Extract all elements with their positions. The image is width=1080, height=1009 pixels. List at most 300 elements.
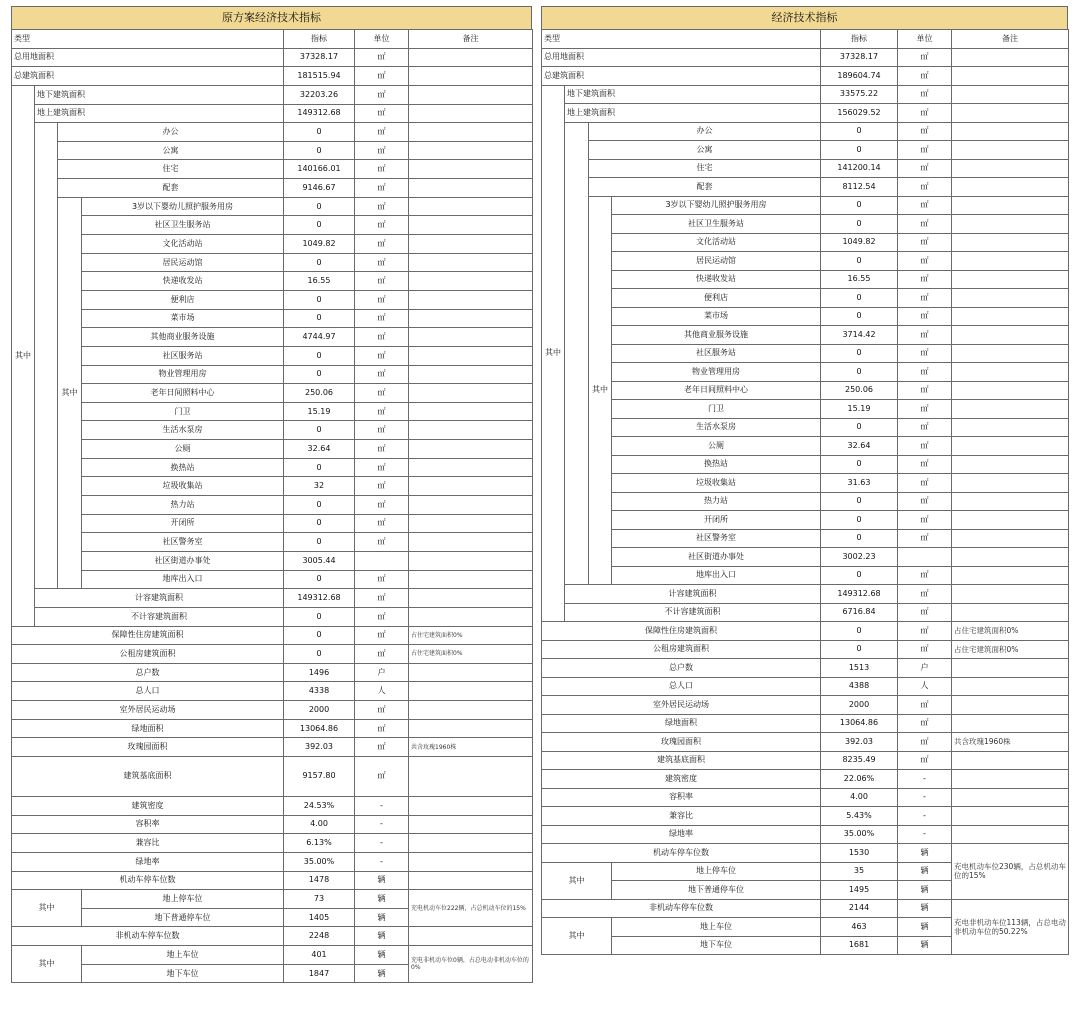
value-cell: 0 bbox=[284, 626, 355, 645]
unit-cell: ㎡ bbox=[355, 85, 409, 104]
note-cell bbox=[952, 548, 1069, 567]
value-cell: 15.19 bbox=[821, 400, 898, 419]
note-cell bbox=[409, 682, 533, 701]
table-row bbox=[542, 807, 1069, 826]
row-label: 便利店 bbox=[82, 290, 284, 309]
value-cell: 1681 bbox=[821, 936, 898, 955]
unit-cell: ㎡ bbox=[898, 455, 952, 474]
value-cell: 0 bbox=[284, 458, 355, 477]
value-cell: 1847 bbox=[284, 964, 355, 983]
row-label: 容积率 bbox=[542, 788, 821, 807]
unit-cell: 辆 bbox=[898, 936, 952, 955]
unit-cell: ㎡ bbox=[898, 270, 952, 289]
unit-cell: ㎡ bbox=[898, 344, 952, 363]
row-label: 配套 bbox=[589, 178, 821, 197]
header-type: 类型 bbox=[12, 30, 284, 49]
value-cell: 0 bbox=[284, 197, 355, 216]
row-label: 居民运动馆 bbox=[82, 253, 284, 272]
table-row bbox=[12, 756, 533, 796]
row-label: 快递收发站 bbox=[612, 270, 821, 289]
table-row bbox=[542, 104, 1069, 123]
table-row bbox=[542, 825, 1069, 844]
row-label: 总户数 bbox=[12, 663, 284, 682]
unit-cell: ㎡ bbox=[898, 714, 952, 733]
note-cell bbox=[952, 178, 1069, 197]
table-row bbox=[542, 899, 1069, 918]
parking-note: 充电机动车位222辆，占总机动车位的15% bbox=[409, 890, 533, 927]
note-cell bbox=[409, 272, 533, 291]
value-cell: 1496 bbox=[284, 663, 355, 682]
unit-cell: 辆 bbox=[898, 918, 952, 937]
table-row bbox=[542, 215, 1069, 234]
unit-cell: ㎡ bbox=[355, 253, 409, 272]
note-cell bbox=[409, 701, 533, 720]
unit-cell: ㎡ bbox=[355, 309, 409, 328]
row-label: 建筑基底面积 bbox=[542, 751, 821, 770]
unit-cell: ㎡ bbox=[898, 474, 952, 493]
unit-cell: ㎡ bbox=[898, 640, 952, 659]
note-cell: 占住宅建筑面积0% bbox=[952, 640, 1069, 659]
bike-note: 充电非机动车位0辆，占总电动非机动车位的0% bbox=[409, 946, 533, 983]
unit-cell: ㎡ bbox=[355, 570, 409, 589]
value-cell: 1495 bbox=[821, 881, 898, 900]
table-row bbox=[12, 85, 533, 104]
table-row bbox=[542, 529, 1069, 548]
table-row bbox=[542, 733, 1069, 752]
unit-cell: ㎡ bbox=[355, 365, 409, 384]
unit-cell: ㎡ bbox=[355, 477, 409, 496]
row-label: 3岁以下婴幼儿照护服务用房 bbox=[82, 197, 284, 216]
header-unit: 单位 bbox=[898, 30, 952, 49]
note-cell bbox=[952, 529, 1069, 548]
note-cell bbox=[952, 196, 1069, 215]
row-label: 换热站 bbox=[612, 455, 821, 474]
value-cell: 4338 bbox=[284, 682, 355, 701]
table-row bbox=[12, 141, 533, 160]
note-cell bbox=[409, 834, 533, 853]
note-cell bbox=[952, 159, 1069, 178]
table-row bbox=[542, 159, 1069, 178]
row-label: 计容建筑面积 bbox=[565, 585, 821, 604]
value-cell: 0 bbox=[284, 346, 355, 365]
row-label: 地库出入口 bbox=[612, 566, 821, 585]
value-cell: 32.64 bbox=[821, 437, 898, 456]
table-row bbox=[12, 272, 533, 291]
row-label: 社区服务站 bbox=[612, 344, 821, 363]
note-cell bbox=[409, 589, 533, 608]
value-cell: 1478 bbox=[284, 871, 355, 890]
table-row bbox=[12, 67, 533, 86]
value-cell: 8235.49 bbox=[821, 751, 898, 770]
table-row bbox=[12, 30, 533, 49]
unit-cell: ㎡ bbox=[898, 178, 952, 197]
value-cell: 16.55 bbox=[284, 272, 355, 291]
note-cell bbox=[409, 927, 533, 946]
row-label: 热力站 bbox=[82, 496, 284, 515]
unit-cell: - bbox=[355, 815, 409, 834]
group-label-qizhong: 其中 bbox=[589, 196, 612, 585]
row-label: 非机动车停车位数 bbox=[542, 899, 821, 918]
table-row bbox=[12, 309, 533, 328]
value-cell: 31.63 bbox=[821, 474, 898, 493]
unit-cell: ㎡ bbox=[898, 585, 952, 604]
note-cell bbox=[952, 104, 1069, 123]
value-cell: 13064.86 bbox=[821, 714, 898, 733]
unit-cell: ㎡ bbox=[898, 529, 952, 548]
note-cell bbox=[952, 270, 1069, 289]
value-cell: 5.43% bbox=[821, 807, 898, 826]
value-cell: 0 bbox=[284, 421, 355, 440]
note-cell bbox=[952, 455, 1069, 474]
table-row bbox=[12, 514, 533, 533]
row-label: 垃圾收集站 bbox=[82, 477, 284, 496]
table-row bbox=[542, 381, 1069, 400]
value-cell: 35.00% bbox=[821, 825, 898, 844]
value-cell: 1530 bbox=[821, 844, 898, 863]
table-row bbox=[12, 701, 533, 720]
unit-cell: ㎡ bbox=[898, 492, 952, 511]
header-note: 备注 bbox=[409, 30, 533, 49]
table-row bbox=[542, 289, 1069, 308]
value-cell: 32 bbox=[284, 477, 355, 496]
row-label: 住宅 bbox=[58, 160, 284, 179]
value-cell: 2248 bbox=[284, 927, 355, 946]
note-cell bbox=[409, 123, 533, 142]
note-cell bbox=[952, 751, 1069, 770]
note-cell bbox=[952, 603, 1069, 622]
value-cell: 22.06% bbox=[821, 770, 898, 789]
value-cell: 2000 bbox=[284, 701, 355, 720]
table-row bbox=[12, 123, 533, 142]
table-row bbox=[542, 252, 1069, 271]
row-label: 门卫 bbox=[612, 400, 821, 419]
table-row bbox=[542, 548, 1069, 567]
table-row bbox=[12, 104, 533, 123]
value-cell: 3002.23 bbox=[821, 548, 898, 567]
value-cell: 0 bbox=[284, 645, 355, 664]
row-label: 总人口 bbox=[12, 682, 284, 701]
header-unit: 单位 bbox=[355, 30, 409, 49]
note-cell bbox=[409, 421, 533, 440]
row-label: 开闭所 bbox=[612, 511, 821, 530]
note-cell bbox=[409, 384, 533, 403]
note-cell bbox=[409, 48, 533, 67]
note-cell bbox=[409, 290, 533, 309]
note-cell bbox=[409, 458, 533, 477]
table-row bbox=[542, 270, 1069, 289]
unit-cell: 辆 bbox=[355, 946, 409, 965]
row-label: 绿地面积 bbox=[12, 719, 284, 738]
row-label: 老年日间照料中心 bbox=[82, 384, 284, 403]
note-cell bbox=[952, 696, 1069, 715]
row-label: 计容建筑面积 bbox=[35, 589, 284, 608]
note-cell bbox=[952, 122, 1069, 141]
table-row bbox=[12, 927, 533, 946]
group-blank bbox=[35, 123, 58, 589]
note-cell bbox=[952, 289, 1069, 308]
value-cell: 0 bbox=[821, 122, 898, 141]
unit-cell: 辆 bbox=[355, 927, 409, 946]
row-label: 菜市场 bbox=[612, 307, 821, 326]
row-label: 室外居民运动场 bbox=[12, 701, 284, 720]
unit-cell: ㎡ bbox=[898, 122, 952, 141]
row-label: 地上建筑面积 bbox=[35, 104, 284, 123]
note-cell bbox=[409, 67, 533, 86]
table-row bbox=[542, 418, 1069, 437]
group-label-qizhong: 其中 bbox=[12, 946, 82, 983]
row-label: 地上停车位 bbox=[612, 862, 821, 881]
row-label: 总户数 bbox=[542, 659, 821, 678]
note-cell bbox=[409, 719, 533, 738]
unit-cell: ㎡ bbox=[355, 197, 409, 216]
note-cell bbox=[952, 215, 1069, 234]
table-row bbox=[12, 719, 533, 738]
row-label: 菜市场 bbox=[82, 309, 284, 328]
group-label-qizhong: 其中 bbox=[542, 862, 612, 899]
table-row bbox=[542, 233, 1069, 252]
unit-cell: ㎡ bbox=[355, 67, 409, 86]
value-cell: 0 bbox=[821, 252, 898, 271]
row-label: 兼容比 bbox=[542, 807, 821, 826]
note-cell bbox=[952, 492, 1069, 511]
table-row bbox=[12, 440, 533, 459]
value-cell: 15.19 bbox=[284, 402, 355, 421]
value-cell: 401 bbox=[284, 946, 355, 965]
value-cell: 181515.94 bbox=[284, 67, 355, 86]
value-cell: 73 bbox=[284, 890, 355, 909]
table-row bbox=[12, 834, 533, 853]
value-cell: 0 bbox=[284, 253, 355, 272]
header-type: 类型 bbox=[542, 30, 821, 49]
table-row bbox=[542, 400, 1069, 419]
value-cell: 2000 bbox=[821, 696, 898, 715]
note-cell: 占住宅建筑面积0% bbox=[409, 645, 533, 664]
note-cell: 共含玫瑰1960株 bbox=[409, 738, 533, 757]
table-row bbox=[12, 421, 533, 440]
note-cell bbox=[952, 418, 1069, 437]
note-cell bbox=[952, 825, 1069, 844]
row-label: 老年日间照料中心 bbox=[612, 381, 821, 400]
unit-cell: ㎡ bbox=[355, 738, 409, 757]
unit-cell: ㎡ bbox=[898, 307, 952, 326]
revised-scheme-panel bbox=[541, 6, 1068, 955]
note-cell bbox=[409, 160, 533, 179]
row-label: 玫瑰园面积 bbox=[542, 733, 821, 752]
row-label: 绿地率 bbox=[12, 852, 284, 871]
table-row bbox=[12, 663, 533, 682]
note-cell bbox=[409, 141, 533, 160]
table-row bbox=[542, 659, 1069, 678]
note-cell bbox=[409, 551, 533, 570]
row-label: 住宅 bbox=[589, 159, 821, 178]
unit-cell: ㎡ bbox=[898, 67, 952, 86]
row-label: 地上建筑面积 bbox=[565, 104, 821, 123]
row-label: 公厕 bbox=[612, 437, 821, 456]
table-row bbox=[12, 551, 533, 570]
table-row bbox=[542, 363, 1069, 382]
note-cell bbox=[409, 104, 533, 123]
row-label: 地下普通停车位 bbox=[82, 908, 284, 927]
unit-cell: ㎡ bbox=[355, 272, 409, 291]
value-cell: 250.06 bbox=[821, 381, 898, 400]
unit-cell: ㎡ bbox=[898, 85, 952, 104]
note-cell bbox=[952, 677, 1069, 696]
unit-cell: ㎡ bbox=[355, 458, 409, 477]
value-cell: 13064.86 bbox=[284, 719, 355, 738]
table-row bbox=[542, 85, 1069, 104]
unit-cell: ㎡ bbox=[355, 533, 409, 552]
table-row bbox=[542, 622, 1069, 641]
unit-cell: ㎡ bbox=[898, 48, 952, 67]
row-label: 建筑基底面积 bbox=[12, 756, 284, 796]
note-cell bbox=[952, 363, 1069, 382]
note-cell: 共含玫瑰1960株 bbox=[952, 733, 1069, 752]
note-cell bbox=[409, 815, 533, 834]
table-row bbox=[12, 871, 533, 890]
table-row bbox=[12, 626, 533, 645]
value-cell: 250.06 bbox=[284, 384, 355, 403]
row-label: 社区街道办事处 bbox=[612, 548, 821, 567]
table-row bbox=[542, 48, 1069, 67]
unit-cell: 辆 bbox=[898, 862, 952, 881]
table-row bbox=[542, 122, 1069, 141]
table-row bbox=[542, 844, 1069, 863]
value-cell: 149312.68 bbox=[284, 104, 355, 123]
note-cell bbox=[952, 141, 1069, 160]
note-cell bbox=[952, 326, 1069, 345]
value-cell: 2144 bbox=[821, 899, 898, 918]
table-row bbox=[12, 607, 533, 626]
unit-cell: ㎡ bbox=[355, 440, 409, 459]
value-cell: 0 bbox=[284, 290, 355, 309]
note-cell bbox=[952, 85, 1069, 104]
row-label: 建筑密度 bbox=[12, 796, 284, 815]
row-label: 社区卫生服务站 bbox=[612, 215, 821, 234]
unit-cell: ㎡ bbox=[898, 603, 952, 622]
unit-cell: ㎡ bbox=[898, 566, 952, 585]
value-cell: 0 bbox=[821, 307, 898, 326]
row-label: 社区警务室 bbox=[612, 529, 821, 548]
unit-cell: ㎡ bbox=[355, 756, 409, 796]
group-label-qizhong: 其中 bbox=[12, 890, 82, 927]
row-label: 总建筑面积 bbox=[12, 67, 284, 86]
row-label: 公租房建筑面积 bbox=[12, 645, 284, 664]
table-row bbox=[12, 645, 533, 664]
row-label: 非机动车停车位数 bbox=[12, 927, 284, 946]
row-label: 社区街道办事处 bbox=[82, 551, 284, 570]
note-cell bbox=[409, 496, 533, 515]
value-cell: 0 bbox=[821, 511, 898, 530]
note-cell bbox=[409, 607, 533, 626]
unit-cell: 户 bbox=[355, 663, 409, 682]
unit-cell: ㎡ bbox=[355, 160, 409, 179]
unit-cell: ㎡ bbox=[355, 290, 409, 309]
row-label: 地下车位 bbox=[612, 936, 821, 955]
table-row bbox=[12, 477, 533, 496]
row-label: 快递收发站 bbox=[82, 272, 284, 291]
unit-cell: 户 bbox=[898, 659, 952, 678]
panel-title: 原方案经济技术指标 bbox=[11, 6, 532, 29]
note-cell bbox=[409, 235, 533, 254]
unit-cell: ㎡ bbox=[355, 589, 409, 608]
unit-cell: ㎡ bbox=[355, 719, 409, 738]
group-label-qizhong: 其中 bbox=[12, 85, 35, 626]
table-row bbox=[12, 852, 533, 871]
unit-cell: ㎡ bbox=[898, 326, 952, 345]
unit-cell: 辆 bbox=[355, 964, 409, 983]
value-cell: 0 bbox=[284, 141, 355, 160]
unit-cell: ㎡ bbox=[355, 104, 409, 123]
unit-cell: ㎡ bbox=[898, 418, 952, 437]
value-cell: 1513 bbox=[821, 659, 898, 678]
table-row bbox=[542, 30, 1069, 49]
row-label: 配套 bbox=[58, 179, 284, 198]
note-cell bbox=[409, 365, 533, 384]
table-row bbox=[12, 253, 533, 272]
unit-cell: 人 bbox=[898, 677, 952, 696]
unit-cell: 辆 bbox=[355, 908, 409, 927]
row-label: 文化活动站 bbox=[612, 233, 821, 252]
row-label: 总用地面积 bbox=[542, 48, 821, 67]
row-label: 地库出入口 bbox=[82, 570, 284, 589]
row-label: 公寓 bbox=[589, 141, 821, 160]
table-row bbox=[542, 640, 1069, 659]
value-cell: 0 bbox=[284, 365, 355, 384]
table-row bbox=[542, 603, 1069, 622]
row-label: 绿地面积 bbox=[542, 714, 821, 733]
table-row bbox=[542, 566, 1069, 585]
unit-cell: ㎡ bbox=[355, 48, 409, 67]
note-cell bbox=[409, 756, 533, 796]
unit-cell: ㎡ bbox=[355, 402, 409, 421]
unit-cell: ㎡ bbox=[898, 289, 952, 308]
table-row bbox=[542, 307, 1069, 326]
unit-cell: ㎡ bbox=[355, 328, 409, 347]
value-cell: 6716.84 bbox=[821, 603, 898, 622]
table-row bbox=[542, 492, 1069, 511]
note-cell bbox=[409, 871, 533, 890]
bike-note: 充电非机动车位113辆，占总电动非机动车位的50.22% bbox=[952, 899, 1069, 955]
row-label: 地上停车位 bbox=[82, 890, 284, 909]
parking-note: 充电机动车位230辆，占总机动车位的15% bbox=[952, 844, 1069, 900]
table-row bbox=[542, 178, 1069, 197]
unit-cell: ㎡ bbox=[355, 626, 409, 645]
row-label: 开闭所 bbox=[82, 514, 284, 533]
unit-cell: 辆 bbox=[898, 844, 952, 863]
value-cell: 8112.54 bbox=[821, 178, 898, 197]
table-row bbox=[542, 770, 1069, 789]
value-cell: 1405 bbox=[284, 908, 355, 927]
unit-cell: ㎡ bbox=[355, 179, 409, 198]
note-cell bbox=[952, 511, 1069, 530]
value-cell: 16.55 bbox=[821, 270, 898, 289]
note-cell bbox=[409, 197, 533, 216]
row-label: 保障性住房建筑面积 bbox=[542, 622, 821, 641]
unit-cell: ㎡ bbox=[898, 363, 952, 382]
unit-cell: ㎡ bbox=[355, 216, 409, 235]
unit-cell: ㎡ bbox=[355, 496, 409, 515]
unit-cell: - bbox=[898, 788, 952, 807]
table-row bbox=[12, 682, 533, 701]
unit-cell: ㎡ bbox=[355, 141, 409, 160]
table-row bbox=[12, 496, 533, 515]
value-cell: 0 bbox=[284, 496, 355, 515]
value-cell: 32203.26 bbox=[284, 85, 355, 104]
row-label: 保障性住房建筑面积 bbox=[12, 626, 284, 645]
row-label: 其他商业服务设施 bbox=[612, 326, 821, 345]
unit-cell: ㎡ bbox=[355, 384, 409, 403]
row-label: 其他商业服务设施 bbox=[82, 328, 284, 347]
